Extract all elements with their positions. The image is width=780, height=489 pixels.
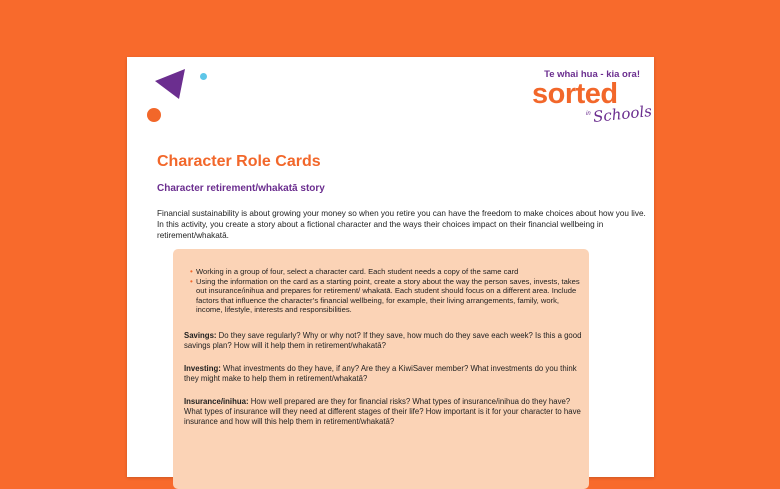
- bullet-text: Using the information on the card as a starting point, create a story about the way the person saves, invests, takes out insurance/inihua and prepares for retirement/ whakatā. Each student should focus on a different area. Include factors that influence the character’s financial wellbeing, for example, their living arrangements, family, work, income, lifestyle, interests and responsibilities.: [196, 276, 580, 314]
- investing-text: What investments do they have, if any? Are they a KiwiSaver member? What investments do you think they might make to help them in retirement/whakatā?: [184, 364, 577, 383]
- insurance-text: How well prepared are they for financial risks? What types of insurance/inihua do they have? What types of insurance will they need at different stages of their life? How important is it for your character to have insurance and how will this help them in retirement/whakatā?: [184, 397, 581, 426]
- list-item: [186, 277, 581, 315]
- page-title: Character Role Cards: [157, 153, 321, 170]
- triangle-decoration-icon: [155, 69, 189, 101]
- logo-tagline: Te whai hua - kia ora!: [544, 69, 640, 80]
- insurance-question: [184, 397, 584, 427]
- investing-question: [184, 364, 584, 384]
- intro-paragraph: Financial sustainability is about growing your money so when you retire you can have the freedom to make choices about how you live. In this activity, you create a story about a fictional character and the ways their choices impact on their financial wellbeing in retirement/whakatā.: [157, 209, 646, 240]
- instructions-box: [173, 249, 589, 489]
- list-item: [186, 267, 581, 277]
- logo-brand: sorted: [532, 78, 618, 110]
- logo-in: in: [586, 111, 591, 117]
- instruction-list: [186, 267, 581, 315]
- blue-dot-decoration: [200, 73, 207, 80]
- bullet-icon: •: [190, 276, 193, 286]
- insurance-label: Insurance/inihua:: [184, 397, 249, 406]
- investing-label: Investing:: [184, 364, 221, 373]
- document-page: [127, 57, 654, 477]
- bullet-icon: •: [190, 267, 193, 276]
- orange-dot-decoration: [147, 108, 161, 122]
- sorted-in-schools-logo: [528, 69, 653, 131]
- page-subtitle: Character retirement/whakatā story: [157, 183, 325, 194]
- savings-question: [184, 331, 584, 351]
- savings-label: Savings:: [184, 331, 217, 340]
- logo-schools: Schools: [592, 101, 653, 127]
- savings-text: Do they save regularly? Why or why not? If they save, how much do they save each week? Is this a good savings plan? How will it help them in retirement/whakatā?: [184, 331, 582, 350]
- bullet-text: Working in a group of four, select a character card. Each student needs a copy of the same card: [196, 267, 519, 276]
